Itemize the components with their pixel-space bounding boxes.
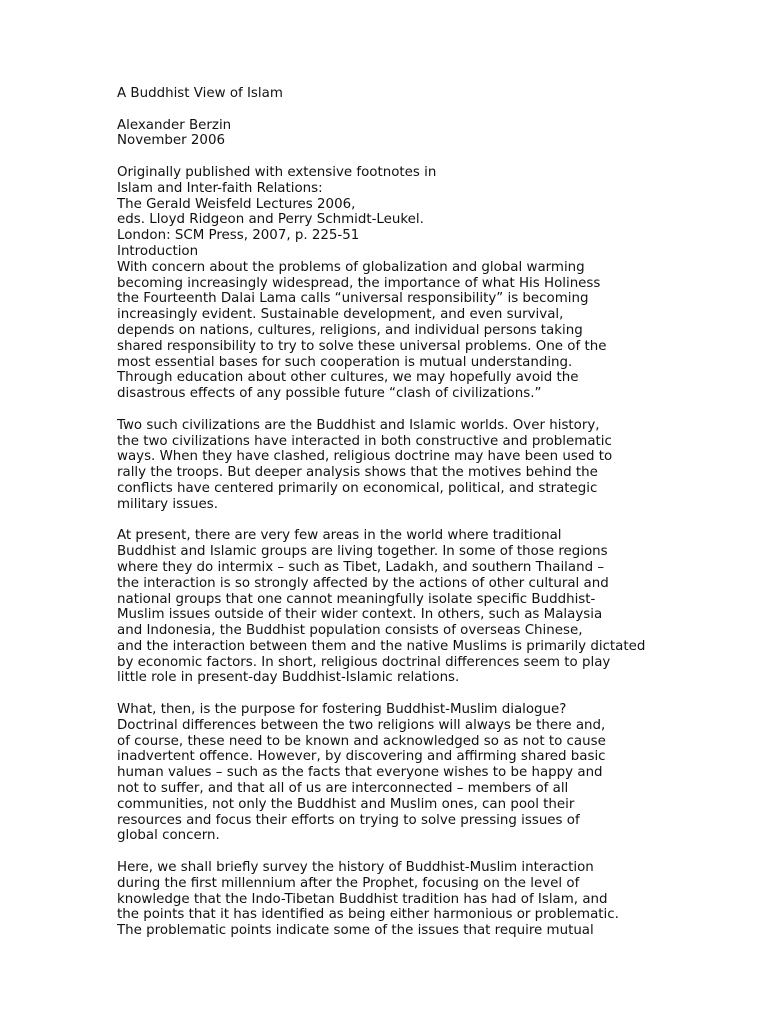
paragraph-line: where they do intermix – such as Tibet, Ladakh, and southern Thailand – bbox=[117, 559, 605, 575]
paragraph-line: rally the troops. But deeper analysis shows that the motives behind the bbox=[117, 465, 598, 481]
paragraph-line: increasingly evident. Sustainable development, and even survival, bbox=[117, 307, 564, 323]
spacer bbox=[117, 402, 677, 418]
publication-date: November 2006 bbox=[117, 133, 225, 149]
publication-line: Originally published with extensive footnotes in bbox=[117, 164, 437, 180]
paragraph-line: What, then, is the purpose for fostering Buddhist-Muslim dialogue? bbox=[117, 702, 567, 718]
paragraph bbox=[117, 528, 677, 686]
paragraph-line: Doctrinal differences between the two religions will always be there and, bbox=[117, 717, 606, 733]
paragraph-line: becoming increasingly widespread, the importance of what His Holiness bbox=[117, 275, 601, 291]
paragraph-line: Muslim issues outside of their wider context. In others, such as Malaysia bbox=[117, 607, 603, 623]
spacer bbox=[117, 513, 677, 529]
section-heading-introduction: Introduction bbox=[117, 243, 199, 259]
publication-line: eds. Lloyd Ridgeon and Perry Schmidt-Leukel. bbox=[117, 212, 424, 228]
spacer bbox=[117, 844, 677, 860]
paragraph-line: by economic factors. In short, religious doctrinal differences seem to play bbox=[117, 654, 611, 670]
paragraph bbox=[117, 418, 677, 513]
paragraph-line: shared responsibility to try to solve these universal problems. One of the bbox=[117, 338, 607, 354]
paragraph-line: Through education about other cultures, we may hopefully avoid the bbox=[117, 370, 579, 386]
paragraph-line: the Fourteenth Dalai Lama calls “universal responsibility” is becoming bbox=[117, 291, 589, 307]
paragraph-line: the interaction is so strongly affected by the actions of other cultural and bbox=[117, 575, 609, 591]
paragraph-line: ways. When they have clashed, religious doctrine may have been used to bbox=[117, 449, 613, 465]
publication-line: London: SCM Press, 2007, p. 225-51 bbox=[117, 228, 360, 244]
paragraph bbox=[117, 260, 677, 402]
paragraph-line: conflicts have centered primarily on economical, political, and strategic bbox=[117, 480, 598, 496]
spacer bbox=[117, 149, 677, 165]
paragraph-line: knowledge that the Indo-Tibetan Buddhist tradition has had of Islam, and bbox=[117, 891, 608, 907]
paragraph-line: and Indonesia, the Buddhist population consists of overseas Chinese, bbox=[117, 623, 583, 639]
paragraph-line: communities, not only the Buddhist and Muslim ones, can pool their bbox=[117, 796, 575, 812]
paragraph-line: inadvertent offence. However, by discovering and affirming shared basic bbox=[117, 749, 606, 765]
publication-line: Islam and Inter-faith Relations: bbox=[117, 180, 323, 196]
paragraph-line: the points that it has identified as being either harmonious or problematic. bbox=[117, 907, 619, 923]
publication-info bbox=[117, 165, 677, 244]
paragraph-line: disastrous effects of any possible future “clash of civilizations.” bbox=[117, 386, 542, 402]
paragraph-line: Buddhist and Islamic groups are living together. In some of those regions bbox=[117, 544, 608, 560]
paragraph-line: At present, there are very few areas in the world where traditional bbox=[117, 528, 562, 544]
paragraph-line: military issues. bbox=[117, 496, 218, 512]
paragraph bbox=[117, 702, 677, 844]
paragraph-line: the two civilizations have interacted in both constructive and problematic bbox=[117, 433, 612, 449]
paragraph-line: national groups that one cannot meaningfully isolate specific Buddhist- bbox=[117, 591, 596, 607]
spacer bbox=[117, 102, 677, 118]
paragraph-line: Two such civilizations are the Buddhist and Islamic worlds. Over history, bbox=[117, 417, 600, 433]
paragraph-line: not to suffer, and that all of us are interconnected – members of all bbox=[117, 781, 569, 797]
paragraph-line: Here, we shall briefly survey the history of Buddhist-Muslim interaction bbox=[117, 860, 594, 876]
paragraph-line: With concern about the problems of globalization and global warming bbox=[117, 259, 585, 275]
paragraph-line: human values – such as the facts that everyone wishes to be happy and bbox=[117, 765, 603, 781]
paragraph-line: and the interaction between them and the native Muslims is primarily dictated bbox=[117, 638, 646, 654]
document-page bbox=[117, 86, 677, 939]
paragraph-line: most essential bases for such cooperation is mutual understanding. bbox=[117, 354, 573, 370]
paragraph-line: depends on nations, cultures, religions, and individual persons taking bbox=[117, 322, 583, 338]
spacer bbox=[117, 686, 677, 702]
paragraph-line: global concern. bbox=[117, 828, 220, 844]
paragraph-line: of course, these need to be known and acknowledged so as not to cause bbox=[117, 733, 606, 749]
paragraph-line: during the first millennium after the Prophet, focusing on the level of bbox=[117, 875, 580, 891]
body-text bbox=[117, 260, 677, 939]
document-title: A Buddhist View of Islam bbox=[117, 86, 283, 101]
author-name: Alexander Berzin bbox=[117, 117, 232, 133]
paragraph-line: The problematic points indicate some of the issues that require mutual bbox=[117, 923, 594, 939]
paragraph-line: resources and focus their efforts on trying to solve pressing issues of bbox=[117, 812, 580, 828]
paragraph bbox=[117, 860, 677, 939]
publication-line: The Gerald Weisfeld Lectures 2006, bbox=[117, 196, 356, 212]
paragraph-line: little role in present-day Buddhist-Islamic relations. bbox=[117, 670, 460, 686]
